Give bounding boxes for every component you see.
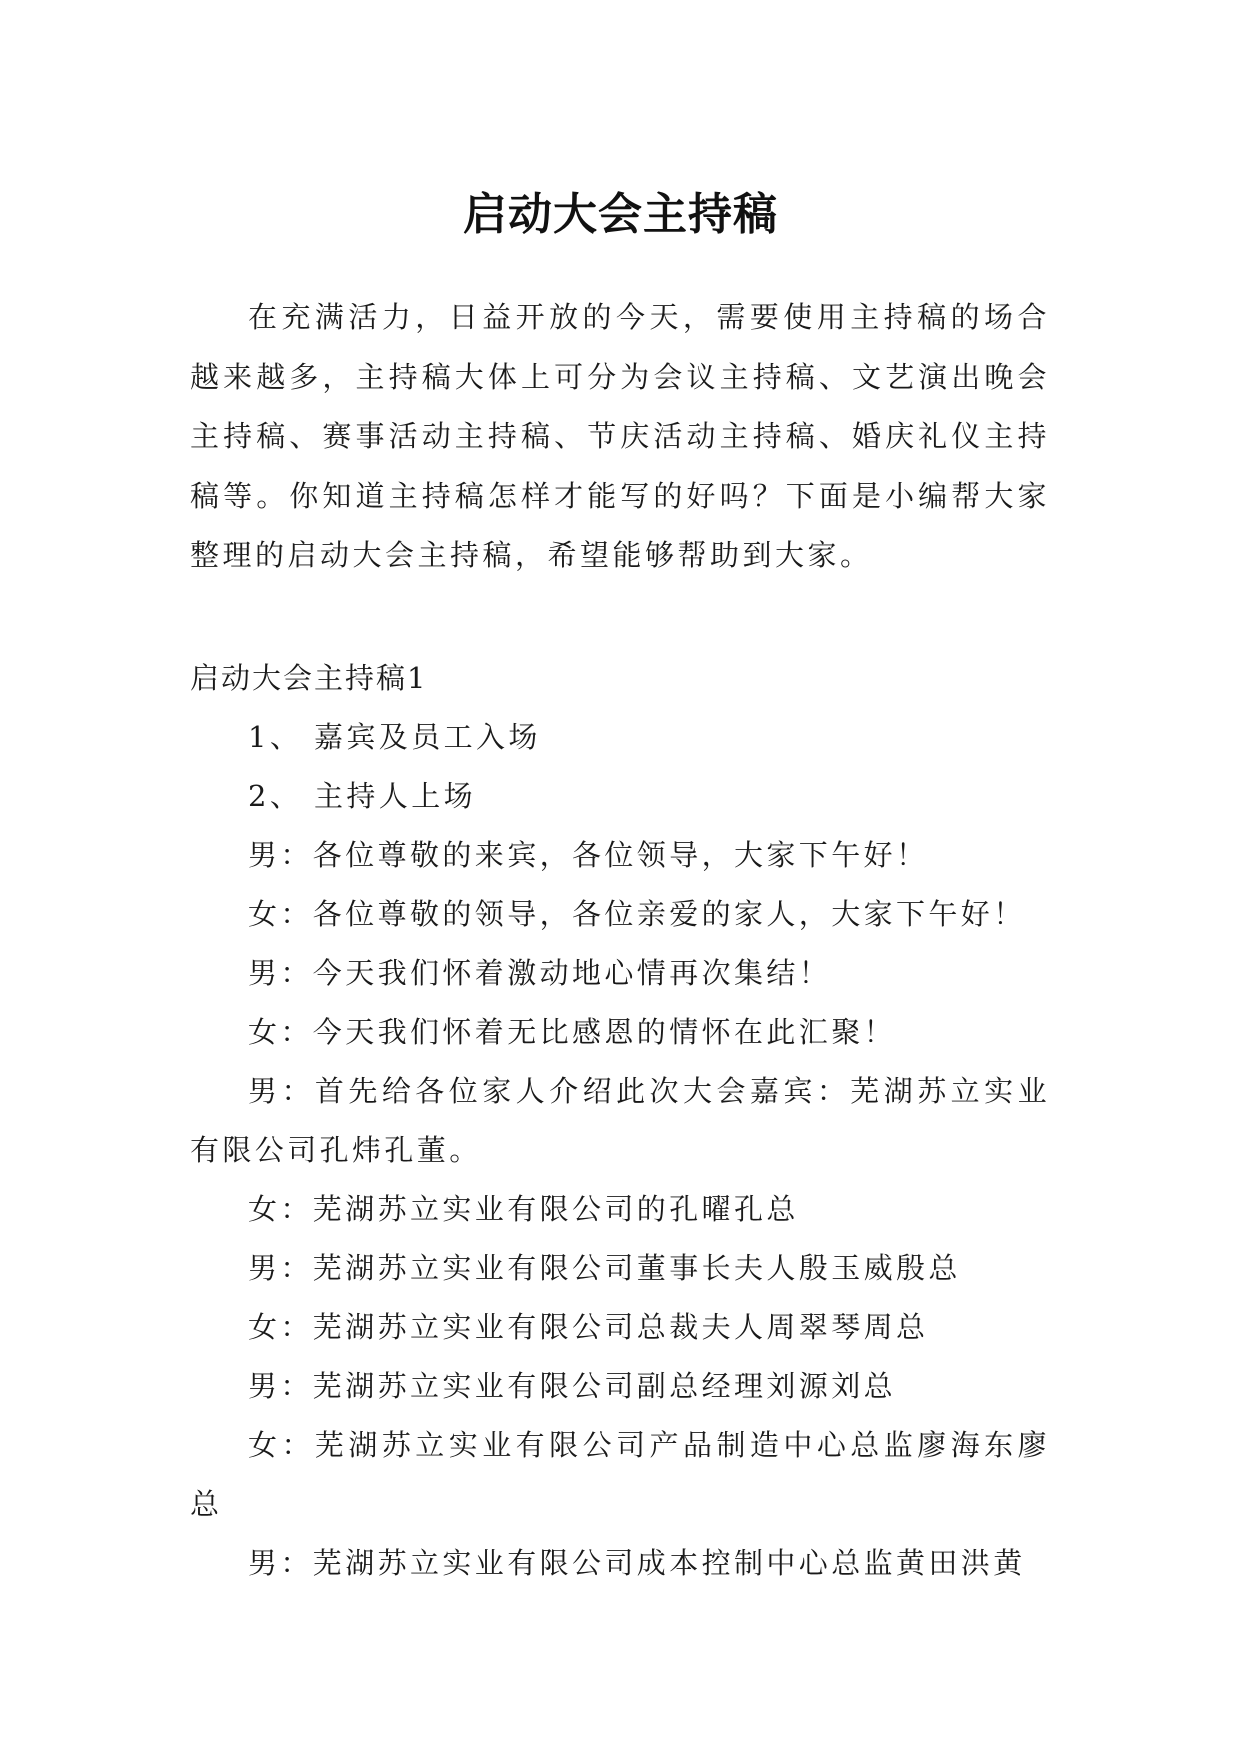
list-item [190, 767, 1050, 826]
document-title: 启动大会主持稿 [463, 189, 778, 241]
dialogue-line: 女：芜湖苏立实业有限公司总裁夫人周翠琴周总 [248, 1309, 929, 1344]
intro-paragraph: 在充满活力，日益开放的今天，需要使用主持稿的场合越来越多，主持稿大体上可分为会议主持稿、文艺演出晚会主持稿、赛事活动主持稿、节庆活动主持稿、婚庆礼仪主持稿等。你知道主持稿怎样才能写的好吗？下面是小编帮大家整理的启动大会主持稿，希望能够帮助到大家。 [190, 300, 1050, 572]
list-item-number: 1、 [248, 719, 303, 754]
dialogue-line: 女：今天我们怀着无比感恩的情怀在此汇聚！ [248, 1014, 897, 1049]
dialogue-line: 男：芜湖苏立实业有限公司成本控制中心总监黄田洪黄 [248, 1545, 1026, 1580]
dialogue-line: 女：芜湖苏立实业有限公司的孔曜孔总 [248, 1191, 799, 1226]
list-item [190, 708, 1050, 767]
dialogue-line: 女：芜湖苏立实业有限公司产品制造中心总监廖海东廖总 [190, 1427, 1050, 1521]
section-heading: 启动大会主持稿1 [190, 660, 428, 695]
dialogue-line: 男：芜湖苏立实业有限公司董事长夫人殷玉威殷总 [248, 1250, 961, 1285]
dialogue-line: 男：各位尊敬的来宾，各位领导，大家下午好！ [248, 837, 929, 872]
list-item-number: 2、 [248, 778, 303, 813]
dialogue-line: 男：今天我们怀着激动地心情再次集结！ [248, 955, 832, 990]
dialogue-line: 男：芜湖苏立实业有限公司副总经理刘源刘总 [248, 1368, 897, 1403]
dialogue-line: 男：首先给各位家人介绍此次大会嘉宾：芜湖苏立实业有限公司孔炜孔董。 [190, 1073, 1050, 1167]
list-item-text: 主持人上场 [314, 778, 477, 813]
list-item-text: 嘉宾及员工入场 [314, 719, 541, 754]
document-body [190, 288, 1050, 1593]
dialogue-line: 女：各位尊敬的领导，各位亲爱的家人，大家下午好！ [248, 896, 1026, 931]
